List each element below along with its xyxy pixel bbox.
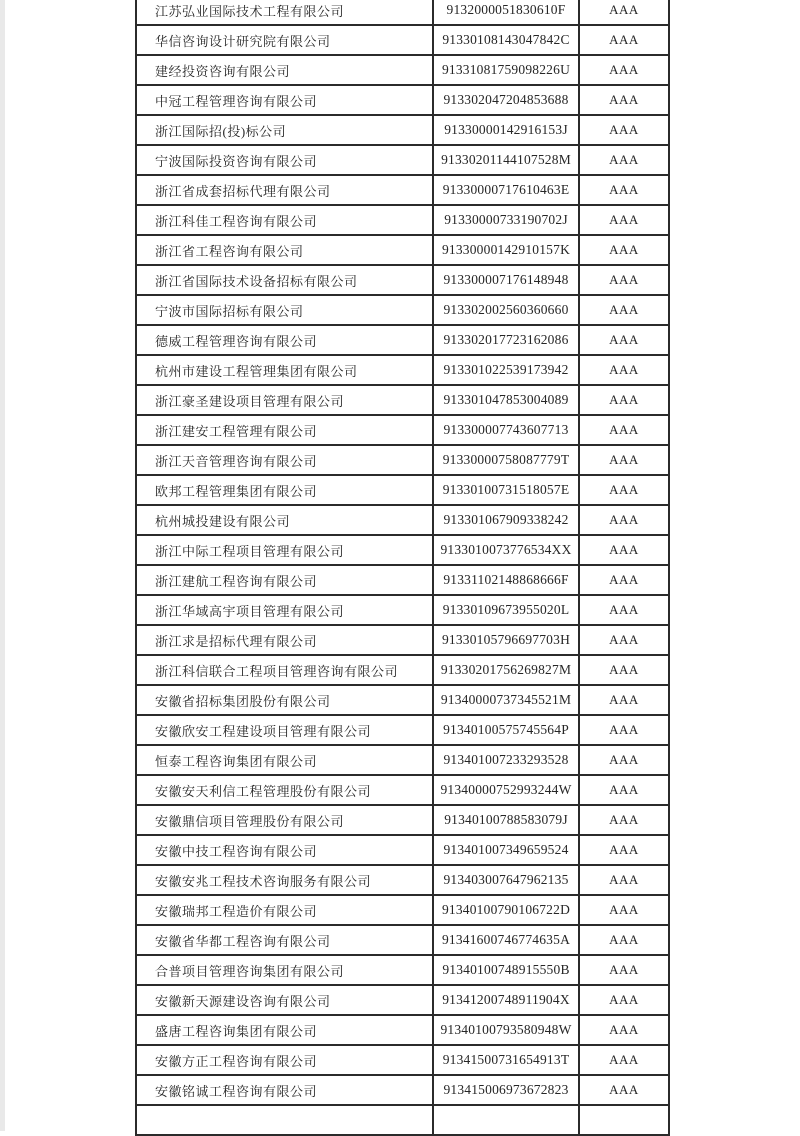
- rating-cell: AAA: [580, 686, 668, 714]
- rating-cell: AAA: [580, 416, 668, 444]
- company-name-cell: 浙江求是招标代理有限公司: [137, 626, 432, 654]
- rating-cell: AAA: [580, 146, 668, 174]
- credit-code-cell: 913403007647962135: [434, 866, 578, 894]
- rating-cell: AAA: [580, 1046, 668, 1074]
- credit-code-cell: 91340100575745564P: [434, 716, 578, 744]
- credit-code-cell: 91330100731518057E: [434, 476, 578, 504]
- company-name-cell: 浙江科佳工程咨询有限公司: [137, 206, 432, 234]
- credit-code-cell: 91340100793580948W: [434, 1016, 578, 1044]
- credit-code-cell: 913302002560360660: [434, 296, 578, 324]
- credit-code-cell: 91330201756269827M: [434, 656, 578, 684]
- rating-cell: AAA: [580, 26, 668, 54]
- rating-cell: AAA: [580, 296, 668, 324]
- credit-code-cell: 9133010073776534XX: [434, 536, 578, 564]
- rating-cell: AAA: [580, 776, 668, 804]
- company-name-cell: 江苏弘业国际技术工程有限公司: [137, 0, 432, 24]
- company-name-cell: 建经投资咨询有限公司: [137, 56, 432, 84]
- credit-code-cell: 91330108143047842C: [434, 26, 578, 54]
- company-name-cell: 安徽新天源建设咨询有限公司: [137, 986, 432, 1014]
- page-left-edge: [0, 0, 5, 1131]
- rating-cell: AAA: [580, 716, 668, 744]
- rating-cell: AAA: [580, 926, 668, 954]
- rating-cell: AAA: [580, 356, 668, 384]
- company-name-cell: 浙江中际工程项目管理有限公司: [137, 536, 432, 564]
- company-name-cell: 浙江国际招(投)标公司: [137, 116, 432, 144]
- rating-cell: AAA: [580, 596, 668, 624]
- company-name-cell: 浙江建航工程咨询有限公司: [137, 566, 432, 594]
- company-name-cell: 盛唐工程咨询集团有限公司: [137, 1016, 432, 1044]
- company-name-cell: 安徽欣安工程建设项目管理有限公司: [137, 716, 432, 744]
- rating-cell: AAA: [580, 866, 668, 894]
- rating-cell: AAA: [580, 476, 668, 504]
- credit-code-cell: 91330000142910157K: [434, 236, 578, 264]
- credit-code-cell: 91340000737345521M: [434, 686, 578, 714]
- rating-cell: AAA: [580, 1076, 668, 1104]
- company-name-cell: 安徽安天利信工程管理股份有限公司: [137, 776, 432, 804]
- credit-code-cell: 913301022539173942: [434, 356, 578, 384]
- credit-code-cell: 91341200748911904X: [434, 986, 578, 1014]
- rating-cell: AAA: [580, 86, 668, 114]
- credit-code-cell: 91341600746774635A: [434, 926, 578, 954]
- rating-cell: AAA: [580, 266, 668, 294]
- credit-code-cell: 91330109673955020L: [434, 596, 578, 624]
- company-name-cell: 安徽方正工程咨询有限公司: [137, 1046, 432, 1074]
- credit-code-cell: 91331102148868666F: [434, 566, 578, 594]
- company-name-cell: 杭州市建设工程管理集团有限公司: [137, 356, 432, 384]
- company-name-cell: 恒泰工程咨询集团有限公司: [137, 746, 432, 774]
- company-name-cell: 安徽安兆工程技术咨询服务有限公司: [137, 866, 432, 894]
- rating-cell: AAA: [580, 1016, 668, 1044]
- company-name-cell: [137, 1106, 432, 1134]
- rating-cell: AAA: [580, 446, 668, 474]
- rating-cell: AAA: [580, 986, 668, 1014]
- credit-code-cell: 91330000142916153J: [434, 116, 578, 144]
- rating-cell: AAA: [580, 536, 668, 564]
- rating-cell: AAA: [580, 326, 668, 354]
- rating-cell: AAA: [580, 746, 668, 774]
- credit-code-cell: 91330000717610463E: [434, 176, 578, 204]
- credit-code-cell: 913415006973672823: [434, 1076, 578, 1104]
- rating-cell: AAA: [580, 176, 668, 204]
- credit-code-cell: [434, 1106, 578, 1134]
- credit-code-cell: 91330000758087779T: [434, 446, 578, 474]
- rating-cell: AAA: [580, 806, 668, 834]
- company-name-cell: 安徽鼎信项目管理股份有限公司: [137, 806, 432, 834]
- company-name-cell: 宁波国际投资咨询有限公司: [137, 146, 432, 174]
- company-name-cell: 浙江省国际技术设备招标有限公司: [137, 266, 432, 294]
- company-name-cell: 安徽中技工程咨询有限公司: [137, 836, 432, 864]
- credit-code-cell: 91340100748915550B: [434, 956, 578, 984]
- credit-code-cell: 91340100790106722D: [434, 896, 578, 924]
- credit-code-cell: 913301067909338242: [434, 506, 578, 534]
- company-name-cell: 安徽省华都工程咨询有限公司: [137, 926, 432, 954]
- credit-code-cell: 913302017723162086: [434, 326, 578, 354]
- rating-cell: AAA: [580, 206, 668, 234]
- rating-cell: AAA: [580, 0, 668, 24]
- credit-code-cell: 913300007176148948: [434, 266, 578, 294]
- rating-cell: AAA: [580, 116, 668, 144]
- rating-cell: AAA: [580, 386, 668, 414]
- company-name-cell: 德威工程管理咨询有限公司: [137, 326, 432, 354]
- company-name-cell: 浙江华域高宇项目管理有限公司: [137, 596, 432, 624]
- company-credit-rating-table: [135, 0, 670, 1136]
- company-name-cell: 浙江天音管理咨询有限公司: [137, 446, 432, 474]
- credit-code-cell: 913301047853004089: [434, 386, 578, 414]
- rating-cell: AAA: [580, 956, 668, 984]
- credit-code-cell: 913300007743607713: [434, 416, 578, 444]
- company-name-cell: 欧邦工程管理集团有限公司: [137, 476, 432, 504]
- credit-code-cell: 913401007233293528: [434, 746, 578, 774]
- credit-code-cell: 91331081759098226U: [434, 56, 578, 84]
- credit-code-cell: 913401007349659524: [434, 836, 578, 864]
- rating-cell: [580, 1106, 668, 1134]
- rating-cell: AAA: [580, 896, 668, 924]
- credit-code-cell: 91330000733190702J: [434, 206, 578, 234]
- credit-code-cell: 91341500731654913T: [434, 1046, 578, 1074]
- company-name-cell: 宁波市国际招标有限公司: [137, 296, 432, 324]
- company-name-cell: 中冠工程管理咨询有限公司: [137, 86, 432, 114]
- credit-code-cell: 91330105796697703H: [434, 626, 578, 654]
- rating-cell: AAA: [580, 836, 668, 864]
- company-name-cell: 安徽省招标集团股份有限公司: [137, 686, 432, 714]
- rating-cell: AAA: [580, 626, 668, 654]
- company-name-cell: 浙江建安工程管理有限公司: [137, 416, 432, 444]
- rating-cell: AAA: [580, 566, 668, 594]
- credit-code-cell: 91340100788583079J: [434, 806, 578, 834]
- credit-code-cell: 91340000752993244W: [434, 776, 578, 804]
- credit-code-cell: 9132000051830610F: [434, 0, 578, 24]
- company-name-cell: 华信咨询设计研究院有限公司: [137, 26, 432, 54]
- credit-code-cell: 91330201144107528M: [434, 146, 578, 174]
- company-name-cell: 浙江省成套招标代理有限公司: [137, 176, 432, 204]
- credit-code-cell: 913302047204853688: [434, 86, 578, 114]
- company-name-cell: 杭州城投建设有限公司: [137, 506, 432, 534]
- rating-cell: AAA: [580, 236, 668, 264]
- company-name-cell: 合普项目管理咨询集团有限公司: [137, 956, 432, 984]
- rating-cell: AAA: [580, 506, 668, 534]
- rating-cell: AAA: [580, 656, 668, 684]
- rating-cell: AAA: [580, 56, 668, 84]
- company-name-cell: 浙江豪圣建设项目管理有限公司: [137, 386, 432, 414]
- company-name-cell: 安徽瑞邦工程造价有限公司: [137, 896, 432, 924]
- company-name-cell: 浙江科信联合工程项目管理咨询有限公司: [137, 656, 432, 684]
- company-name-cell: 安徽铭诚工程咨询有限公司: [137, 1076, 432, 1104]
- company-name-cell: 浙江省工程咨询有限公司: [137, 236, 432, 264]
